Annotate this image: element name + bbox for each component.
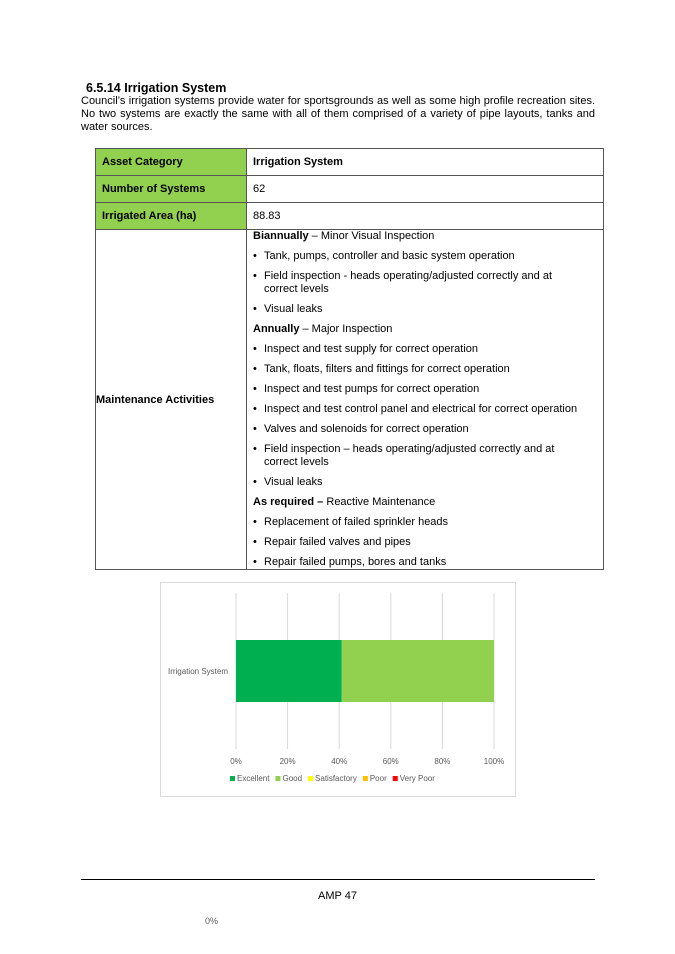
list-item: • Field inspection – heads operating/adjusted correctly and at correct levels [253, 443, 555, 468]
tick-label: 20% [279, 757, 296, 766]
list-item: • Visual leaks [253, 476, 323, 488]
legend-swatch [363, 776, 368, 781]
list-item: • Replacement of failed sprinkler heads [253, 516, 449, 528]
maintenance-activities [247, 230, 604, 570]
table-row [96, 203, 604, 230]
list-item: • Inspect and test supply for correct operation [253, 343, 479, 355]
category-label: Irrigation System [167, 667, 228, 676]
chart-svg [161, 583, 515, 796]
legend-swatch [393, 776, 398, 781]
page-number: AMP 47 [318, 890, 357, 902]
list-item: • Visual leaks [253, 303, 323, 315]
section-heading: 6.5.14 Irrigation System [86, 81, 227, 95]
area-value: 88.83 [247, 203, 604, 230]
list-item: • Inspect and test pumps for correct operation [253, 383, 480, 395]
bar-good [342, 640, 494, 702]
biannual-heading: Biannually – Minor Visual Inspection [253, 230, 435, 242]
tick-label: 0% [230, 757, 242, 766]
tick-label: 80% [434, 757, 451, 766]
list-item: • Valves and solenoids for correct operation [253, 423, 469, 435]
legend-label: Satisfactory [315, 774, 357, 783]
required-heading: As required – Reactive Maintenance [253, 496, 436, 508]
table-row [96, 230, 604, 570]
asset-category-label: Asset Category [96, 149, 247, 176]
maintenance-label: Maintenance Activities [96, 230, 247, 570]
asset-table [95, 148, 604, 570]
list-item: • Repair failed pumps, bores and tanks [253, 556, 447, 568]
legend-swatch [308, 776, 313, 781]
condition-chart [160, 582, 516, 797]
list-item: • Field inspection - heads operating/adjusted correctly and at correct levels [253, 270, 553, 295]
tick-label: 60% [382, 757, 399, 766]
table-row [96, 176, 604, 203]
legend-label: Very Poor [399, 774, 435, 783]
asset-category-value: Irrigation System [247, 149, 604, 176]
legend-label: Poor [369, 774, 387, 783]
table-row [96, 149, 604, 176]
footer-rule [81, 879, 595, 880]
list-item: • Tank, floats, filters and fittings for correct operation [253, 363, 510, 375]
legend-label: Good [282, 774, 303, 783]
legend-swatch [275, 776, 280, 781]
systems-label: Number of Systems [96, 176, 247, 203]
legend-swatch [230, 776, 235, 781]
list-item: • Repair failed valves and pipes [253, 536, 411, 548]
legend-label: Excellent [237, 774, 270, 783]
list-item: • Inspect and test control panel and electrical for correct operation [253, 403, 578, 415]
annual-heading: Annually – Major Inspection [253, 323, 393, 335]
bar-excellent [236, 640, 342, 702]
area-label: Irrigated Area (ha) [96, 203, 247, 230]
stray-label: 0% [205, 916, 219, 926]
systems-value: 62 [247, 176, 604, 203]
tick-label: 100% [483, 757, 505, 766]
list-item: • Tank, pumps, controller and basic system operation [253, 250, 515, 262]
intro-paragraph: Council’s irrigation systems provide water for sportsgrounds as well as some high profile recreation sites. No two systems are exactly the same with all of them comprised of a variety of pipe layouts, tanks and water sources. [81, 95, 595, 133]
tick-label: 40% [331, 757, 348, 766]
